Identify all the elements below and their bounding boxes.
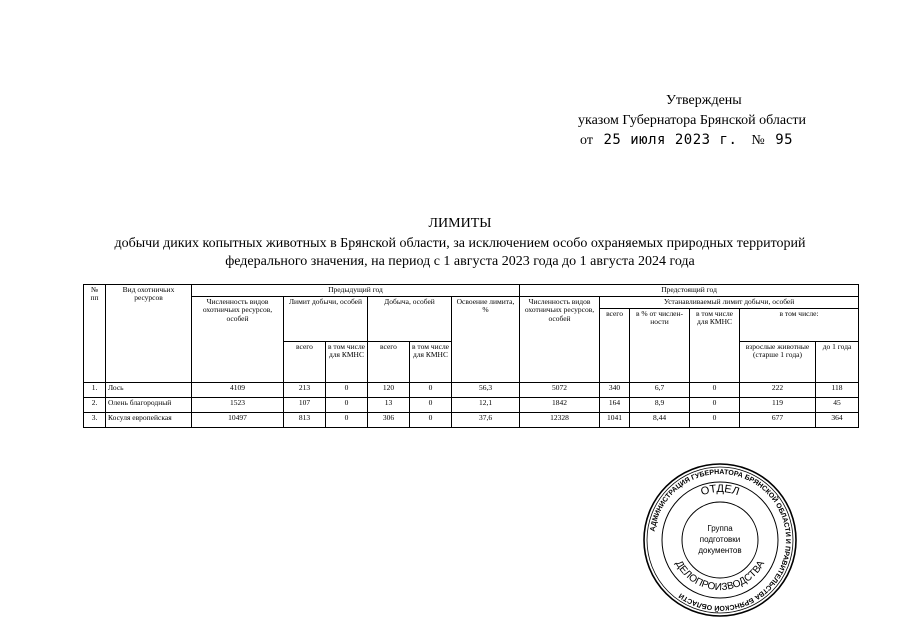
cell-next-kmns: 0: [690, 398, 740, 413]
cell-prev-population: 4109: [192, 383, 284, 398]
cell-utilization: 12,1: [452, 398, 520, 413]
cell-next-total: 164: [600, 398, 630, 413]
cell-species: Олень благородный: [106, 398, 192, 413]
cell-adults: 222: [740, 383, 816, 398]
seal-center-line2: подготовки: [699, 535, 741, 544]
cell-harvest-total: 13: [368, 398, 410, 413]
cell-no: 3.: [84, 413, 106, 428]
seal-outer-text: АДМИНИСТРАЦИЯ ГУБЕРНАТОРА БРЯНСКОЙ ОБЛАСТИ И ПРАВИТЕЛЬСТВА БРЯНСКОЙ ОБЛАСТИ: [649, 468, 792, 612]
cell-harvest-kmns: 0: [410, 398, 452, 413]
header-next-population: Численность видов охотничьих ресурсов, особей: [520, 297, 600, 383]
document-subtitle-line2: федерального значения, на период с 1 августа 2023 года до 1 августа 2024 года: [225, 254, 695, 269]
cell-adults: 677: [740, 413, 816, 428]
cell-limit-total: 813: [284, 413, 326, 428]
cell-next-kmns: 0: [690, 383, 740, 398]
seal-center-line3: документов: [698, 546, 742, 555]
cell-adults: 119: [740, 398, 816, 413]
header-next-total: всего: [600, 309, 630, 383]
approval-authority: указом Губернатора Брянской области: [578, 113, 806, 128]
cell-harvest-total: 306: [368, 413, 410, 428]
header-adults: взрослые животные (старше 1 года): [740, 342, 816, 383]
cell-no: 1.: [84, 383, 106, 398]
cell-next-population: 5072: [520, 383, 600, 398]
cell-prev-population: 1523: [192, 398, 284, 413]
header-no: № пп: [84, 285, 106, 383]
cell-limit-total: 213: [284, 383, 326, 398]
cell-no: 2.: [84, 398, 106, 413]
cell-next-percent: 8,44: [630, 413, 690, 428]
cell-next-total: 1041: [600, 413, 630, 428]
cell-utilization: 56,3: [452, 383, 520, 398]
approval-title: Утверждены: [666, 93, 742, 108]
from-label: от: [580, 133, 593, 148]
cell-harvest-kmns: 0: [410, 413, 452, 428]
document-subtitle-line1: добычи диких копытных животных в Брянской области, за исключением особо охраняемых природных территорий: [114, 236, 806, 251]
header-prev-harvest: Добыча, особей: [368, 297, 452, 342]
cell-next-percent: 6,7: [630, 383, 690, 398]
cell-next-population: 1842: [520, 398, 600, 413]
cell-species: Косуля европейская: [106, 413, 192, 428]
header-prev-limit: Лимит добычи, особей: [284, 297, 368, 342]
seal-center-line1: Группа: [707, 524, 733, 533]
header-next-percent: в % от числен- ности: [630, 309, 690, 383]
cell-next-percent: 8,9: [630, 398, 690, 413]
cell-limit-kmns: 0: [326, 383, 368, 398]
header-under-one: до 1 года: [816, 342, 859, 383]
cell-limit-kmns: 0: [326, 413, 368, 428]
header-next-kmns: в том числе для КМНС: [690, 309, 740, 383]
header-harvest-total: всего: [368, 342, 410, 383]
cell-utilization: 37,6: [452, 413, 520, 428]
header-incl: в том числе:: [740, 309, 859, 342]
cell-prev-population: 10497: [192, 413, 284, 428]
header-species: Вид охотничьих ресурсов: [106, 285, 192, 383]
header-previous-year: Предыдущий год: [192, 285, 520, 297]
table-row: [84, 413, 859, 428]
approval-number: 95: [775, 132, 794, 148]
header-next-limit: Устанавливаемый лимит добычи, особей: [600, 297, 859, 309]
cell-under-one: 118: [816, 383, 859, 398]
number-label: №: [751, 133, 765, 148]
limits-table: [83, 284, 859, 428]
official-seal: [640, 460, 800, 620]
approval-date-line: [580, 132, 793, 149]
seal-inner-top: ОТДЕЛ: [699, 482, 741, 499]
header-harvest-kmns: в том числе для КМНС: [410, 342, 452, 383]
cell-next-population: 12328: [520, 413, 600, 428]
table-row: [84, 398, 859, 413]
cell-limit-kmns: 0: [326, 398, 368, 413]
cell-species: Лось: [106, 383, 192, 398]
table-row: [84, 383, 859, 398]
header-limit-total: всего: [284, 342, 326, 383]
cell-harvest-total: 120: [368, 383, 410, 398]
document-heading: ЛИМИТЫ: [428, 216, 492, 231]
header-prev-utilization: Освоение лимита, %: [452, 297, 520, 383]
header-limit-kmns: в том числе для КМНС: [326, 342, 368, 383]
header-upcoming-year: Предстоящий год: [520, 285, 859, 297]
cell-harvest-kmns: 0: [410, 383, 452, 398]
cell-next-total: 340: [600, 383, 630, 398]
approval-date: 25 июля 2023 г.: [603, 132, 738, 148]
cell-under-one: 45: [816, 398, 859, 413]
cell-limit-total: 107: [284, 398, 326, 413]
cell-under-one: 364: [816, 413, 859, 428]
header-prev-population: Численность видов охотничьих ресурсов, особей: [192, 297, 284, 383]
seal-inner-bottom: ДЕЛОПРОИЗВОДСТВА: [672, 558, 768, 594]
cell-next-kmns: 0: [690, 413, 740, 428]
